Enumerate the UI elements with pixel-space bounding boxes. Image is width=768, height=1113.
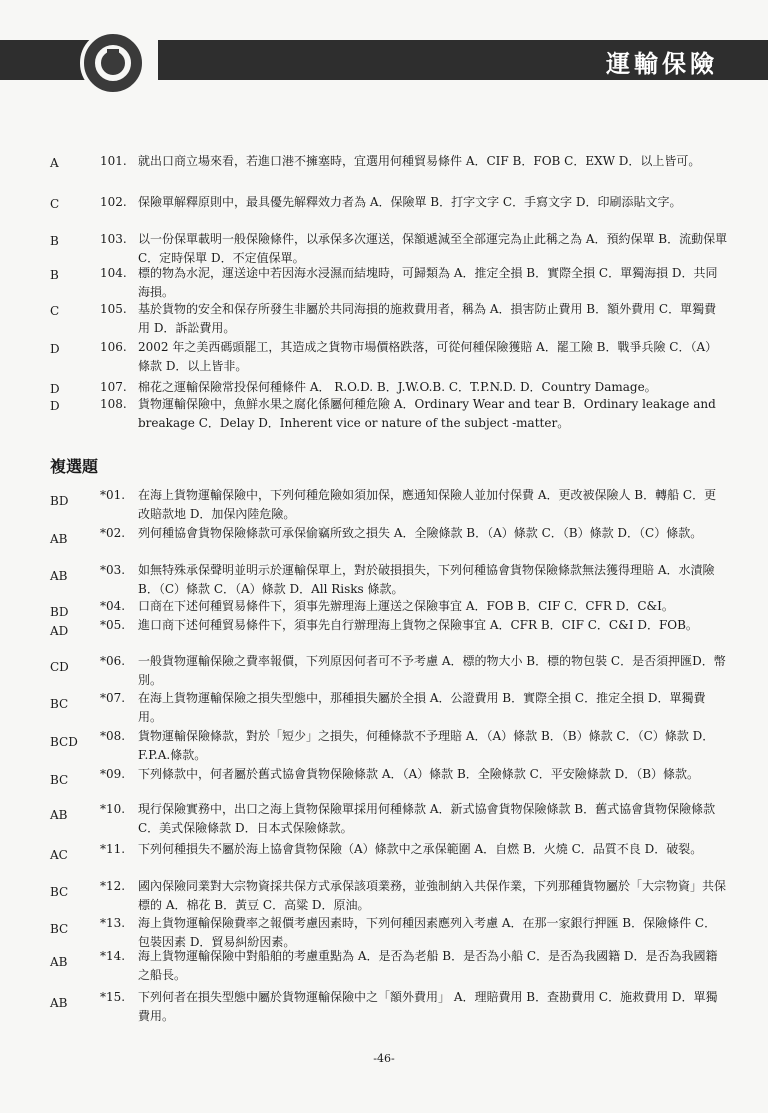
answer-key: CD <box>50 660 69 674</box>
answer-key: BC <box>50 885 69 899</box>
question-number: *06. <box>100 654 126 668</box>
question-number: *15. <box>100 990 126 1004</box>
answer-key: AB <box>50 532 68 546</box>
answer-key: D <box>50 399 60 413</box>
question-number: *09. <box>100 767 126 781</box>
logo-icon <box>80 30 146 96</box>
question-text: 一般貨物運輸保險之費率報價，下列原因何者可不予考慮 A．標的物大小 B．標的物包裝 C．是否須押匯D．幣別。 <box>138 654 726 687</box>
question-number: 106. <box>100 340 127 354</box>
question-text: 下列條款中，何者屬於舊式協會貨物保險條款 A．（A）條款 B．全險條款 C．平安險條款 D．（B）條款。 <box>138 767 700 781</box>
answer-key: BD <box>50 605 69 619</box>
question-number: *12. <box>100 879 126 893</box>
question-text: 貨物運輸保險條款，對於「短少」之損失，何種條款不予理賠 A．（A）條款 B．（B）條款 C．（C）條款 D．F.P.A.條款。 <box>138 729 715 762</box>
question-number: *07. <box>100 691 126 705</box>
answer-key: AB <box>50 955 68 969</box>
question-text: 列何種協會貨物保險條款可承保偷竊所致之損失 A．全險條款 B．（A）條款 C．（B）條款 D．（C）條款。 <box>138 526 703 540</box>
question-number: *11. <box>100 842 126 856</box>
answer-key: BD <box>50 494 69 508</box>
question-number: 107. <box>100 380 127 394</box>
question-number: 108. <box>100 397 127 411</box>
question-number: *02. <box>100 526 126 540</box>
question-text: 海上貨物運輸保險費率之報價考慮因素時，下列何種因素應列入考慮 A．在那一家銀行押匯 B．保險條件 C．包裝因素 D．貿易糾紛因素。 <box>138 916 717 949</box>
question-number: 102. <box>100 195 127 209</box>
question-number: *01. <box>100 488 126 502</box>
answer-key: A <box>50 156 59 170</box>
answer-key: BC <box>50 922 69 936</box>
answer-key: D <box>50 342 60 356</box>
answer-key: AB <box>50 808 68 822</box>
question-text: 進口商下述何種貿易條件下，須事先自行辦理海上貨物之保險事宜 A．CFR B．CIF C．C&I D．FOB。 <box>138 618 698 632</box>
question-number: 104. <box>100 266 127 280</box>
question-text: 在海上貨物運輸保險之損失型態中，那種損失屬於全損 A．公證費用 B．實際全損 C．推定全損 D．單獨費用。 <box>138 691 706 724</box>
answer-key: AD <box>50 624 69 638</box>
answer-key: B <box>50 234 59 248</box>
question-text: 2002 年之美西碼頭罷工，其造成之貨物市場價格跌落，可從何種保險獲賠 A．罷工險 B．戰爭兵險 C．（A）條款 D．以上皆非。 <box>138 340 718 373</box>
question-text: 保險單解釋原則中，最具優先解釋效力者為 A．保險單 B．打字文字 C．手寫文字 D．印刷添貼文字。 <box>138 195 682 209</box>
question-text: 海上貨物運輸保險中對船舶的考慮重點為 A．是否為老船 B．是否為小船 C．是否為我國籍 D．是否為我國籍之船長。 <box>138 949 718 982</box>
question-text: 標的物為水泥，運送途中若因海水浸濕而結塊時，可歸類為 A．推定全損 B．實際全損 C．單獨海損 D．共同海損。 <box>138 266 718 299</box>
section-title: 複選題 <box>50 457 99 476</box>
answer-key: AB <box>50 569 68 583</box>
question-number: *08. <box>100 729 126 743</box>
question-number: *04. <box>100 599 126 613</box>
question-number: 103. <box>100 232 127 246</box>
question-text: 以一份保單載明一般保險條件，以承保多次運送，保額遞減至全部運完為止此稱之為 A．預約保單 B．流動保單 C．定時保單 D．不定值保單。 <box>138 232 728 265</box>
question-number: 105. <box>100 302 127 316</box>
question-text: 下列何種損失不屬於海上協會貨物保險（A）條款中之承保範圍 A．自燃 B．火燒 C．品質不良 D．破裂。 <box>138 842 703 856</box>
question-number: 101. <box>100 154 127 168</box>
question-text: 下列何者在損失型態中屬於貨物運輸保險中之「額外費用」 A．理賠費用 B．查勘費用 C．施救費用 D．單獨費用。 <box>138 990 718 1023</box>
question-text: 就出口商立場來看，若進口港不擁塞時，宜選用何種貿易條件 A．CIF B．FOB C．EXW D．以上皆可。 <box>138 154 701 168</box>
question-text: 在海上貨物運輸保險中，下列何種危險如須加保，應通知保險人並加付保費 A．更改被保險人 B．轉船 C．更改賠款地 D．加保內陸危險。 <box>138 488 717 521</box>
answer-key: BCD <box>50 735 78 749</box>
question-text: 國內保險同業對大宗物資採共保方式承保該項業務，並強制納入共保作業，下列那種貨物屬於「大宗物資」共保標的 A．棉花 B．黃豆 C．高粱 D．原油。 <box>138 879 727 912</box>
answer-key: BC <box>50 773 69 787</box>
answer-key: D <box>50 382 60 396</box>
question-text: 基於貨物的安全和保存所發生非屬於共同海損的施救費用者，稱為 A．損害防止費用 B．額外費用 C．單獨費用 D．訴訟費用。 <box>138 302 717 335</box>
question-number: *14. <box>100 949 126 963</box>
header-title: 運輸保險 <box>606 50 718 78</box>
answer-key: BC <box>50 697 69 711</box>
question-number: *05. <box>100 618 126 632</box>
page-number: -46- <box>373 1052 395 1065</box>
answer-key: C <box>50 197 60 211</box>
question-text: 棉花之運輸保險常投保何種條件 A． R.O.D. B．J.W.O.B. C．T.P.N.D. D．Country Damage。 <box>138 380 657 394</box>
answer-key: AC <box>50 848 68 862</box>
answer-key: B <box>50 268 59 282</box>
question-number: *13. <box>100 916 126 930</box>
question-text: 貨物運輸保險中，魚鮮水果之腐化係屬何種危險 A．Ordinary Wear and tear B．Ordinary leakage and breakage C．Delay D．Inherent vice or nature of the subject -matter。 <box>138 397 716 430</box>
answer-key: C <box>50 304 60 318</box>
question-text: 現行保險實務中，出口之海上貨物保險單採用何種條款 A．新式協會貨物保險條款 B．舊式協會貨物保險條款 C．美式保險條款 D．日本式保險條款。 <box>138 802 716 835</box>
answer-key: AB <box>50 996 68 1010</box>
question-number: *10. <box>100 802 126 816</box>
question-number: *03. <box>100 563 126 577</box>
question-text: 如無特殊承保聲明並明示於運輸保單上，對於破損損失，下列何種協會貨物保險條款無法獲得理賠 A．水漬險 B．（C）條款 C．（A）條款 D．All Risks 條款。 <box>138 563 715 596</box>
question-text: 口商在下述何種貿易條件下，須事先辦理海上運送之保險事宜 A．FOB B．CIF C．CFR D．C&I。 <box>138 599 674 613</box>
